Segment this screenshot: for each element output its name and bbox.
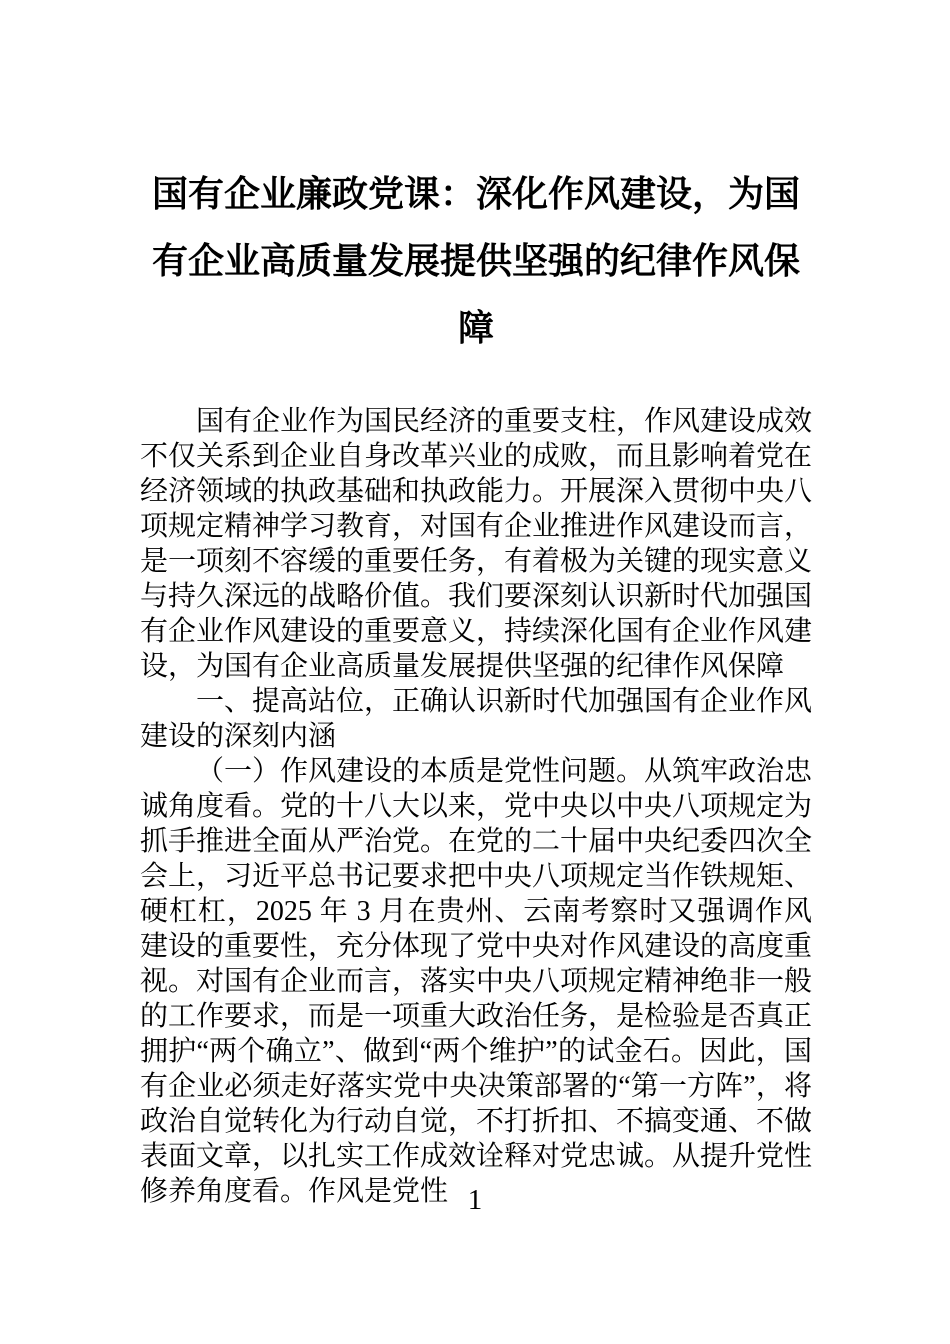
title-line-3: 障: [457, 308, 494, 348]
document-body: [140, 404, 812, 1209]
paragraph-intro: 国有企业作为国民经济的重要支柱，作风建设成效不仅关系到企业自身改革兴业的成败，而且影响着党在经济领域的执政基础和执政能力。开展深入贯彻中央八项规定精神学习教育，对国有企业推进作风建设而言，是一项刻不容缓的重要任务，有着极为关键的现实意义与持久深远的战略价值。我们要深刻认识新时代加强国有企业作风建设的重要意义，持续深化国有企业作风建设，为国有企业高质量发展提供坚强的纪律作风保障: [140, 406, 813, 682]
page-number: 1: [467, 1184, 483, 1216]
title-line-2: 有企业高质量发展提供坚强的纪律作风保: [151, 241, 800, 281]
title-line-1: 国有企业廉政党课：深化作风建设，为国: [151, 174, 800, 214]
section-heading-1: 一、提高站位，正确认识新时代加强国有企业作风建设的深刻内涵: [140, 686, 813, 752]
paragraph-section-1-point-1: （一）作风建设的本质是党性问题。从筑牢政治忠诚角度看。党的十八大以来，党中央以中央八项规定为抓手推进全面从严治党。在党的二十届中央纪委四次全会上，习近平总书记要求把中央八项规定当作铁规矩、硬杠杠，2025 年 3 月在贵州、云南考察时又强调作风建设的重要性，充分体现了党中央对作风建设的高度重视。对国有企业而言，落实中央八项规定精神绝非一般的工作要求，而是一项重大政治任务，是检验是否真正拥护“两个确立”、做到“两个维护”的试金石。因此，国有企业必须走好落实党中央决策部署的“第一方阵”，将政治自觉转化为行动自觉，不打折扣、不搞变通、不做表面文章，以扎实工作成效诠释对党忠诚。从提升党性修养角度看。作风是党性: [140, 756, 813, 1207]
document-title: [140, 161, 812, 362]
document-content: [140, 0, 812, 1209]
